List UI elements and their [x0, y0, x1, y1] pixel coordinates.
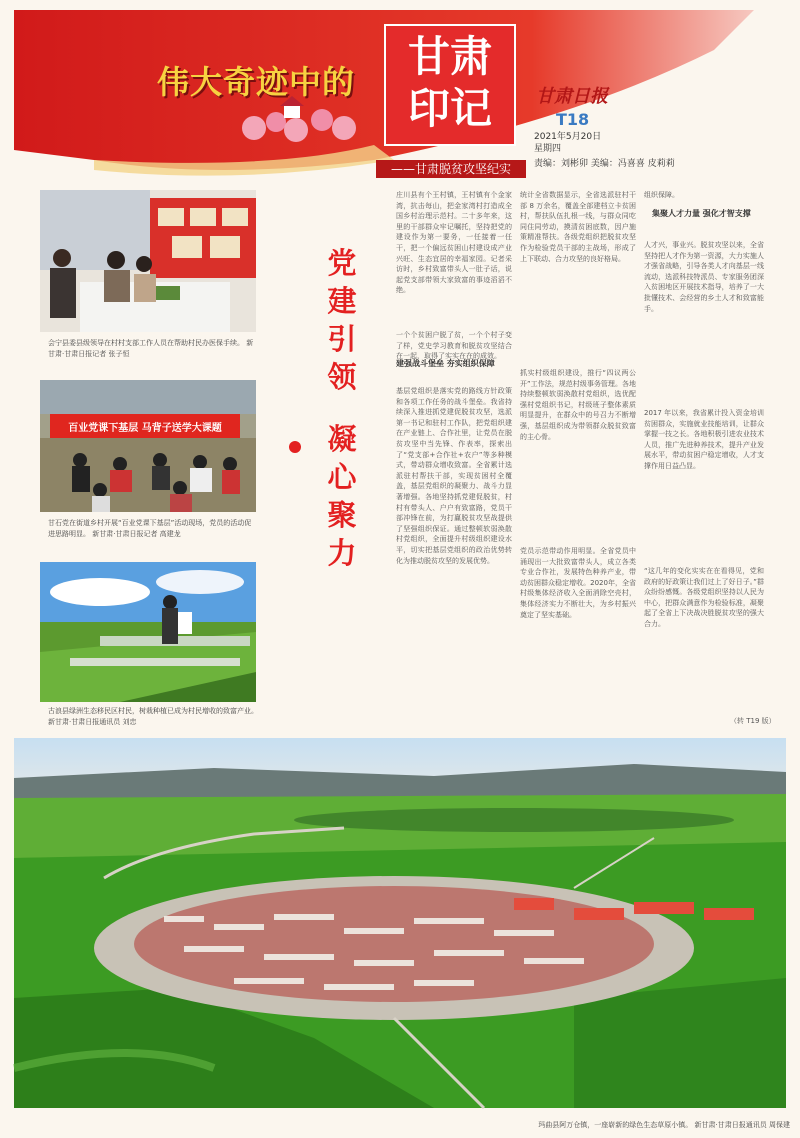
series-title: 伟大奇迹中的	[157, 63, 356, 101]
editors-credit: 责编：刘彬卯 美编：冯喜喜 皮莉莉	[534, 159, 675, 169]
headline-char: 引	[327, 322, 357, 356]
title-line-2: 印记	[407, 84, 492, 133]
aerial-town-photo	[14, 738, 786, 1108]
article-paragraph: 党员示范带动作用明显。全省党员中涌现出一大批致富带头人，成立各类专业合作社，发展特色种养产业，带动贫困群众稳定增收。2020年，全省村级集体经济收入全面消除空壳村，集体经济实力不断壮大，为乡村振兴奠定了坚实基础。	[520, 547, 636, 619]
article-paragraph: “这几年的变化实实在在看得见，党和政府的好政策让我们过上了好日子。”群众纷纷感慨。各级党组织坚持以人民为中心，把群众满意作为检验标准，凝聚起了全省上下决战决胜脱贫攻坚的强大合力。	[644, 567, 764, 628]
series-subtitle: ——甘肃脱贫攻坚纪实	[376, 160, 526, 178]
continued-note: （转 T19 版）	[730, 717, 776, 725]
aerial-caption: 玛曲县阿万仓镇，一座崭新的绿色生态草原小镇。 新甘肃·甘肃日报通讯员 周保建	[538, 1121, 790, 1129]
photo-greenhouse	[40, 562, 256, 702]
headline-char: 领	[327, 360, 357, 394]
weekday-line: 星期四	[534, 144, 562, 154]
paper-logo: 甘肃日报	[536, 86, 608, 107]
headline-gap	[322, 396, 362, 420]
photo-caption: 古浪县绿洲生态移民区村民，树栽种植已成为村民增收的致富产业。 新甘肃·甘肃日报通讯员 刘忠	[48, 707, 258, 726]
section-heading: 集聚人才力量 强化才智支撑	[652, 209, 751, 218]
headline-char: 聚	[327, 498, 357, 532]
banner-text: 百业党课下基层 马背子送学大课题	[68, 423, 222, 434]
article-paragraph: 人才兴，事业兴。脱贫攻坚以来，全省坚持把人才作为第一资源，大力实施人才强省战略，引导各类人才向基层一线流动，选派科技特派员、专家服务团深入贫困地区开展技术指导，培养了一大批懂技术、会经营的乡土人才和致富能手。	[644, 241, 764, 313]
headline-char: 建	[327, 284, 357, 318]
headline-char: 党	[327, 246, 357, 280]
article-paragraph: 2017 年以来，我省累计投入资金培训贫困群众，实施就业技能培训，让群众掌握一技之长。各地积极引进农业技术人员，推广先进种养技术，提升产业发展水平，带动贫困户稳定增收，人才支撑作用日益凸显。	[644, 409, 764, 470]
article-paragraph: 一个个贫困户脱了贫，一个个村子变了样，党史学习教育和脱贫攻坚结合在一起，取得了实实在在的成效。	[396, 331, 512, 361]
photo-caption: 甘石党在街道乡村开展“百业党课下基层”活动现场，党员的活动促进思路明显。 新甘肃·甘肃日报记者 高建龙	[48, 519, 252, 538]
page-number: T18	[556, 110, 590, 129]
article-paragraph: 统计全省数据显示，全省选派驻村干部 8 万余名，覆盖全部建档立卡贫困村，帮扶队伍扎根一线，与群众同吃同住同劳动，摸清贫困底数，因户施策精准帮扶。各级党组织把脱贫攻坚作为检验党员干部的主战场，形成了上下联动、合力攻坚的良好格局。	[520, 191, 636, 263]
photo-office	[40, 190, 256, 332]
headline	[322, 244, 362, 572]
issue-date	[534, 131, 601, 155]
article-paragraph: 组织保障。	[644, 191, 679, 199]
headline-char: 心	[327, 460, 357, 494]
accent-dot	[289, 441, 301, 453]
photo-field-class	[40, 380, 256, 512]
date-line: 2021年5月20日	[534, 132, 602, 142]
section-heading: 建强战斗堡垒 夯实组织保障	[396, 359, 495, 368]
headline-char: 凝	[327, 422, 357, 456]
photo-caption: 会宁县委县级领导在村村支部工作人员在帮助村民办医保手续。 新甘肃·甘肃日报记者 张子恒	[48, 339, 254, 358]
title-box	[384, 24, 516, 146]
title-line-1: 甘肃	[407, 32, 492, 81]
article-paragraph: 抓实村级组织建设，推行“四议两公开”工作法，规范村级事务管理。各地持续整顿软弱涣散村党组织，选优配强村党组织书记，村级班子整体素质明显提升，在群众中的号召力不断增强，基层组织成为带领群众脱贫致富的主心骨。	[520, 369, 636, 441]
headline-char: 力	[327, 536, 357, 570]
article-paragraph: 庄川县有个王村镇，王村镇有个金家湾，抗击每山，把金家湾村打造成全国乡村治理示范村。二十多年来，这里的干部群众牢记嘱托，坚持把党的建设作为第一要务，一任接着一任干，把一个偏远贫困山村建设成产业兴旺、生态宜居的幸福家园。记者采访时，乡村致富带头人一肚子话，说起党支部带领大家致富的事迹滔滔不绝。	[396, 191, 512, 295]
article-paragraph: 基层党组织是落实党的路线方针政策和各项工作任务的战斗堡垒。我省持续深入推进抓党建促脱贫攻坚，选派第一书记和驻村工作队，把党组织建在产业链上、合作社里，让党员在脱贫攻坚中当先锋、作表率，探索出了“党支部+合作社+农户”等多种模式，带动群众增收致富。全省累计选派驻村帮扶干部，实现贫困村全覆盖，基层党组织的凝聚力、战斗力显著增强。各地坚持抓党建促脱贫，村村有带头人、户户有致富路，党员干部冲锋在前，为打赢脱贫攻坚战提供了坚强组织保证。通过整顿软弱涣散村党组织，全面提升村级组织建设水平，切实把基层党组织的政治优势转化为推动脱贫攻坚的发展优势。	[396, 387, 512, 565]
masthead	[14, 10, 786, 180]
